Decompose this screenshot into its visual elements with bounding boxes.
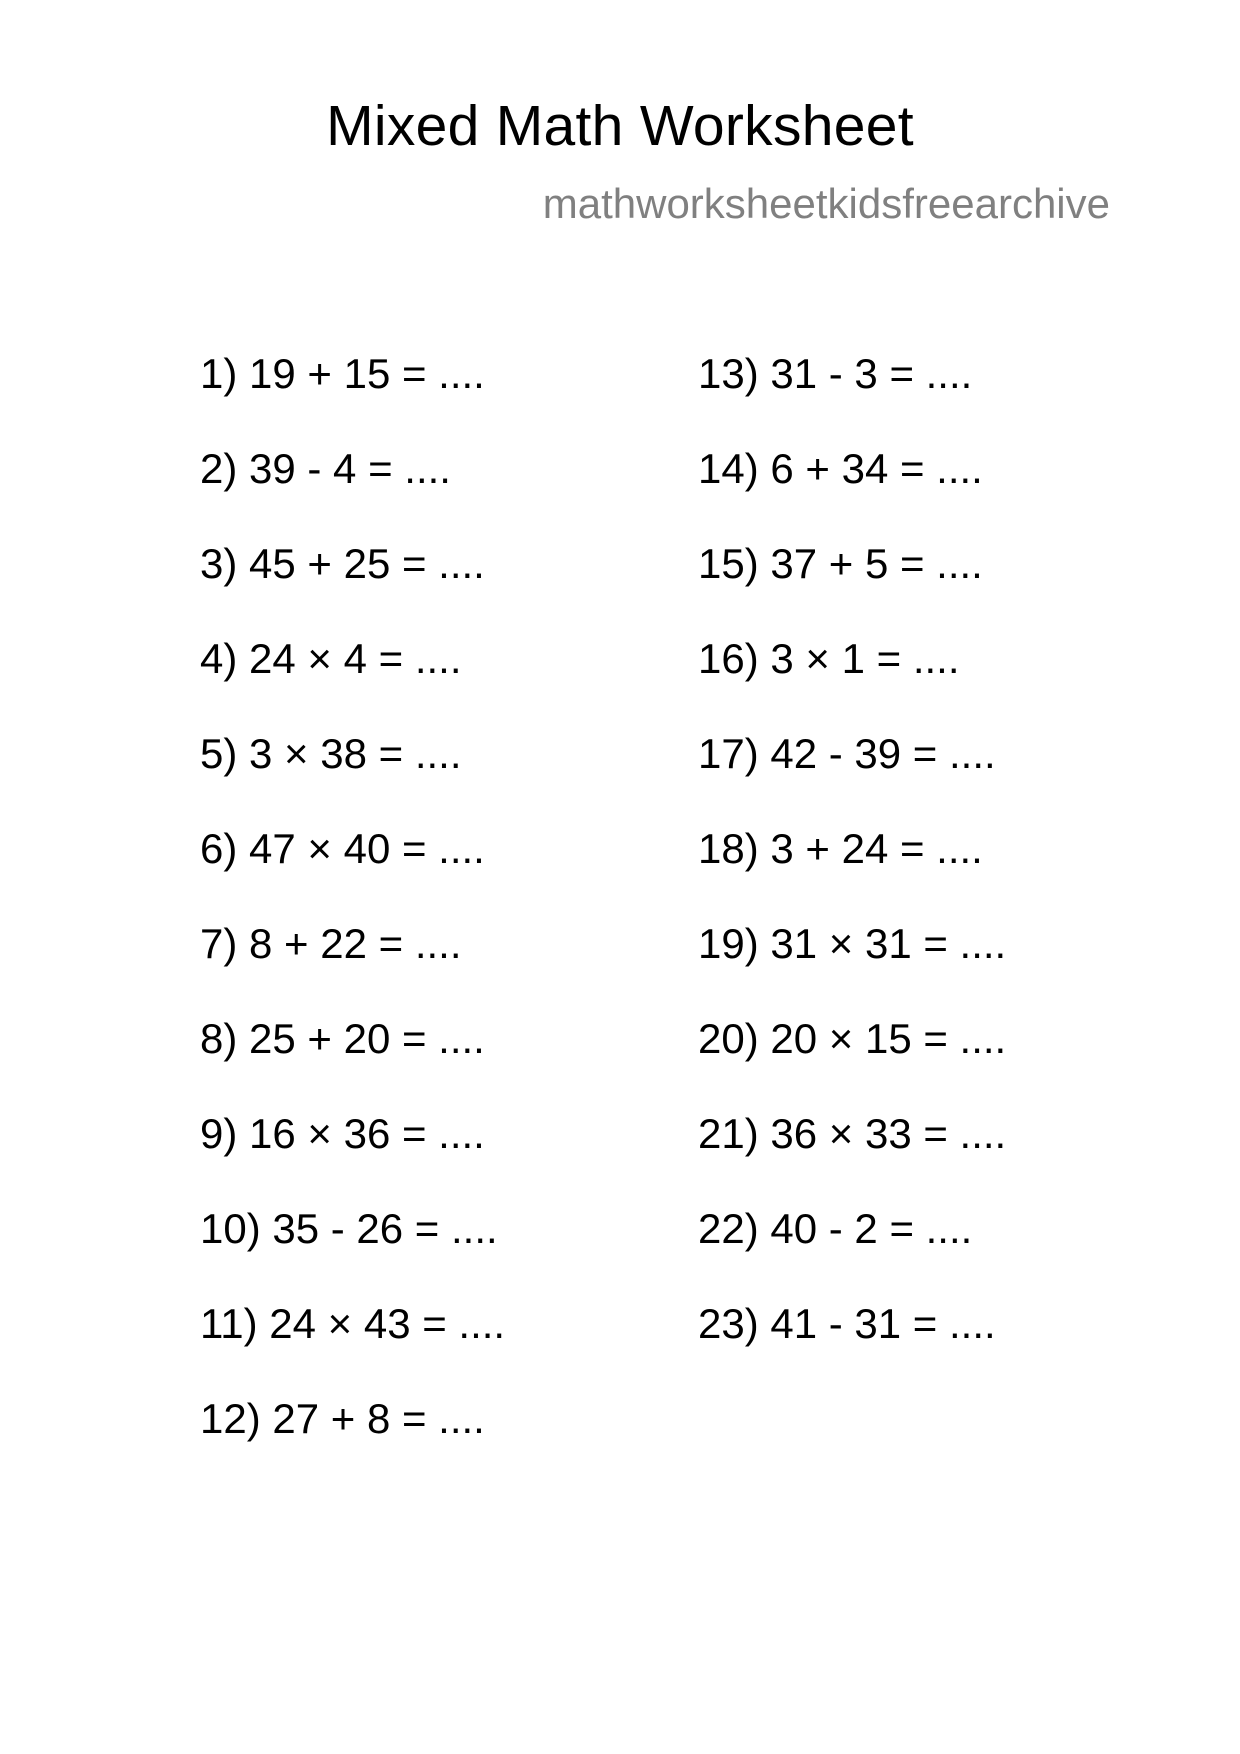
problem-item: 9) 16 × 36 = .... <box>200 1110 485 1157</box>
problem-item: 15) 37 + 5 = .... <box>698 540 983 587</box>
problem-item: 5) 3 × 38 = .... <box>200 730 462 777</box>
problem-item: 17) 42 - 39 = .... <box>698 730 996 777</box>
problem-item: 3) 45 + 25 = .... <box>200 540 485 587</box>
problem-item: 13) 31 - 3 = .... <box>698 350 973 397</box>
problem-column-left <box>200 350 506 1493</box>
problem-column-right <box>698 350 1007 1398</box>
problem-item: 12) 27 + 8 = .... <box>200 1395 485 1442</box>
problem-item: 22) 40 - 2 = .... <box>698 1205 973 1252</box>
worksheet-source: mathworksheetkidsfreearchive <box>542 180 1110 227</box>
problem-item: 18) 3 + 24 = .... <box>698 825 983 872</box>
problem-item: 10) 35 - 26 = .... <box>200 1205 498 1252</box>
problem-item: 19) 31 × 31 = .... <box>698 920 1007 967</box>
problem-item: 1) 19 + 15 = .... <box>200 350 485 397</box>
problem-item: 20) 20 × 15 = .... <box>698 1015 1007 1062</box>
problem-item: 14) 6 + 34 = .... <box>698 445 983 492</box>
problem-item: 23) 41 - 31 = .... <box>698 1300 996 1347</box>
problem-item: 6) 47 × 40 = .... <box>200 825 485 872</box>
problem-item: 11) 24 × 43 = .... <box>200 1300 506 1347</box>
problem-item: 16) 3 × 1 = .... <box>698 635 960 682</box>
problem-item: 2) 39 - 4 = .... <box>200 445 451 492</box>
problem-item: 8) 25 + 20 = .... <box>200 1015 485 1062</box>
problem-item: 7) 8 + 22 = .... <box>200 920 462 967</box>
problem-item: 21) 36 × 33 = .... <box>698 1110 1007 1157</box>
problem-item: 4) 24 × 4 = .... <box>200 635 462 682</box>
worksheet-title: Mixed Math Worksheet <box>326 94 914 158</box>
